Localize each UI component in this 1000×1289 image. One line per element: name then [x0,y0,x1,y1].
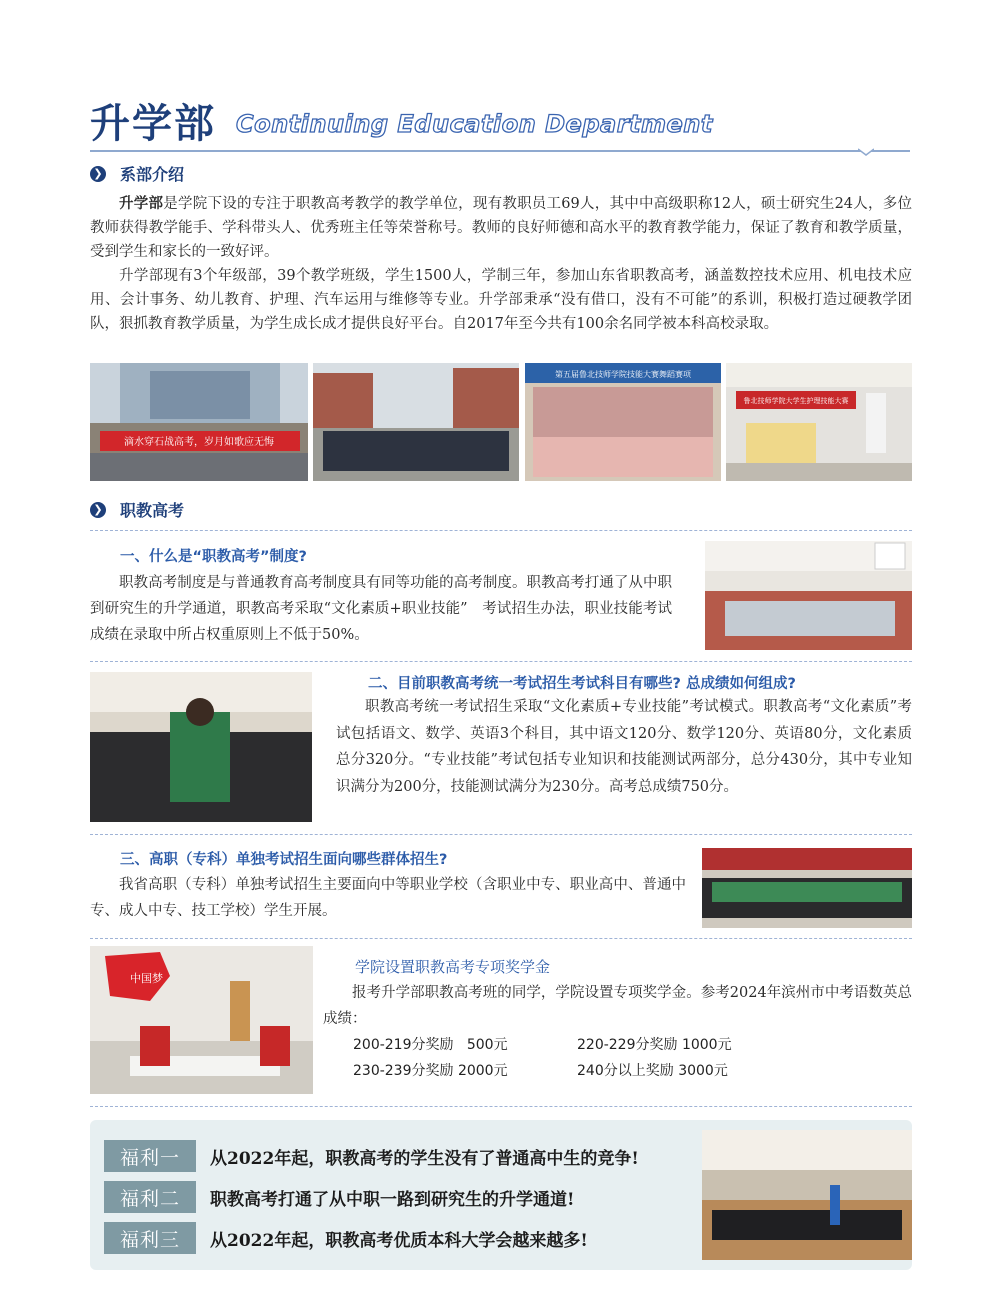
title-divider [90,150,910,152]
photo-banner-1-text: 滴水穿石战高考，岁月如歌应无悔 [124,437,274,448]
scholarship-title: 学院设置职教高考专项奖学金 [355,958,551,976]
page-subtitle-english: Continuing Education Department [236,110,713,138]
photo-dance-studio [702,1130,912,1260]
photo-study-room [90,946,313,1094]
intro-paragraph-1-body: 是学院下设的专注于职教高考教学的教学单位，现有教职员工69人，其中中高级职称12人，硕士研究生24人，多位教师获得教学能手、学科带头人、优秀班主任等荣誉称号。教师的良好师德和高水平的教育教学能力，保证了教育和教学质量，受到学生和家长的一致好评。 [90,196,912,260]
intro-text [90,192,912,336]
dashed-divider [90,938,912,939]
dashed-divider [90,834,912,835]
answer-2 [336,694,912,800]
title-notch-icon [858,146,874,156]
photo-classroom-1 [705,541,912,650]
question-2: 二、目前职教高考统一考试招生考试科目有哪些? 总成绩如何组成? [368,676,796,692]
prize-range: 220-229分奖励 [577,1037,678,1053]
benefit-item [104,1222,694,1254]
photo-dance-contest [525,363,721,481]
section-heading-intro [90,162,184,185]
answer-3-text: 我省高职（专科）单独考试招生主要面向中等职业学校（含职业中专、职业高中、普通中专、成人中专、技工学校）学生开展。 [90,877,686,919]
chevron-right-icon: ❯ [90,166,106,182]
photo-nursing-contest [726,363,912,481]
prize-range: 230-239分奖励 [353,1063,454,1079]
answer-2-text: 职教高考统一考试招生采取“文化素质+专业技能”考试模式。职教高考“文化素质”考试包括语文、数学、英语3个科目，其中语文120分、数学120分、英语80分，文化素质总分320分。“专业技能”考试包括专业知识和技能测试两部分，总分430分，其中专业知识满分为200分，技能测试满分为230分。高考总成绩750分。 [336,699,912,795]
chevron-right-icon: ❯ [90,502,106,518]
photo-students-banner [90,363,308,481]
prize-row-2-right [577,1060,728,1080]
photo-banner-4-text: 鲁北技师学院大学生护理技能大赛 [743,397,849,405]
intro-bold-lead: 升学部 [119,195,164,212]
dashed-divider [90,1106,912,1107]
question-3: 三、高职（专科）单独考试招生面向哪些群体招生? [120,852,448,868]
section-heading-exam [90,498,184,521]
benefit-item [104,1181,694,1213]
prize-row-2-left [353,1060,508,1080]
benefit-text: 从2022年起，职教高考优质本科大学会越来越多! [210,1230,588,1251]
prize-amount: 3000元 [678,1063,728,1079]
benefit-tag: 福利三 [104,1222,196,1254]
photo-banner-3-text: 第五届鲁北技师学院技能大赛舞蹈赛项 [555,370,691,379]
page-title: 升学部 [90,100,216,147]
answer-1-text: 职教高考制度是与普通教育高考制度具有同等功能的高考制度。职教高考打通了从中职到研究生的升学通道，职教高考采取“文化素质+职业技能” 考试招生办法，职业技能考试成绩在录取中所占权重原则上不低于50%。 [90,575,672,643]
benefit-tag: 福利二 [104,1181,196,1213]
benefit-text: 职教高考打通了从中职一路到研究生的升学通道! [210,1189,575,1210]
section-heading-intro-text: 系部介绍 [120,165,185,184]
benefit-tag: 福利一 [104,1140,196,1172]
prize-amount: 2000元 [457,1063,508,1079]
prize-amount: 500元 [466,1037,508,1053]
question-1: 一、什么是“职教高考”制度? [120,549,307,565]
benefit-text: 从2022年起，职教高考的学生没有了普通高中生的竞争! [210,1148,639,1169]
wall-slogan-text: 中国梦 [130,972,163,985]
benefit-item [104,1140,694,1172]
prize-range: 200-219分奖励 [353,1037,454,1053]
scholarship-text [323,980,912,1032]
prize-row-1-right [577,1034,732,1054]
intro-paragraph-2: 升学部现有3个年级部，39个教学班级，学生1500人，学制三年，参加山东省职教高考，涵盖数控技术应用、机电技术应用、会计事务、幼儿教育、护理、汽车运用与维修等专业。升学部秉承“没有借口，没有不可能”的系训，积极打造过硬教学团队，狠抓教育教学质量，为学生成长成才提供良好平台。自2017年至今共有100余名同学被本科高校录取。 [90,268,912,332]
section-heading-exam-text: 职教高考 [120,501,185,520]
photo-computer-lab [702,848,912,928]
prize-row-1-left [353,1034,508,1054]
intro-paragraph-1 [90,192,912,264]
prize-amount: 1000元 [681,1037,732,1053]
answer-1 [90,570,672,648]
benefits-list [104,1140,694,1254]
answer-3 [90,872,686,924]
prize-range: 240分以上奖励 [577,1063,674,1079]
photo-group-outdoor [313,363,519,481]
dashed-divider [90,530,912,531]
dashed-divider [90,661,912,662]
scholarship-text-body: 报考升学部职教高考班的同学，学院设置专项奖学金。参考2024年滨州市中考语数英总成绩： [323,985,912,1027]
photo-piano-class [90,672,312,822]
